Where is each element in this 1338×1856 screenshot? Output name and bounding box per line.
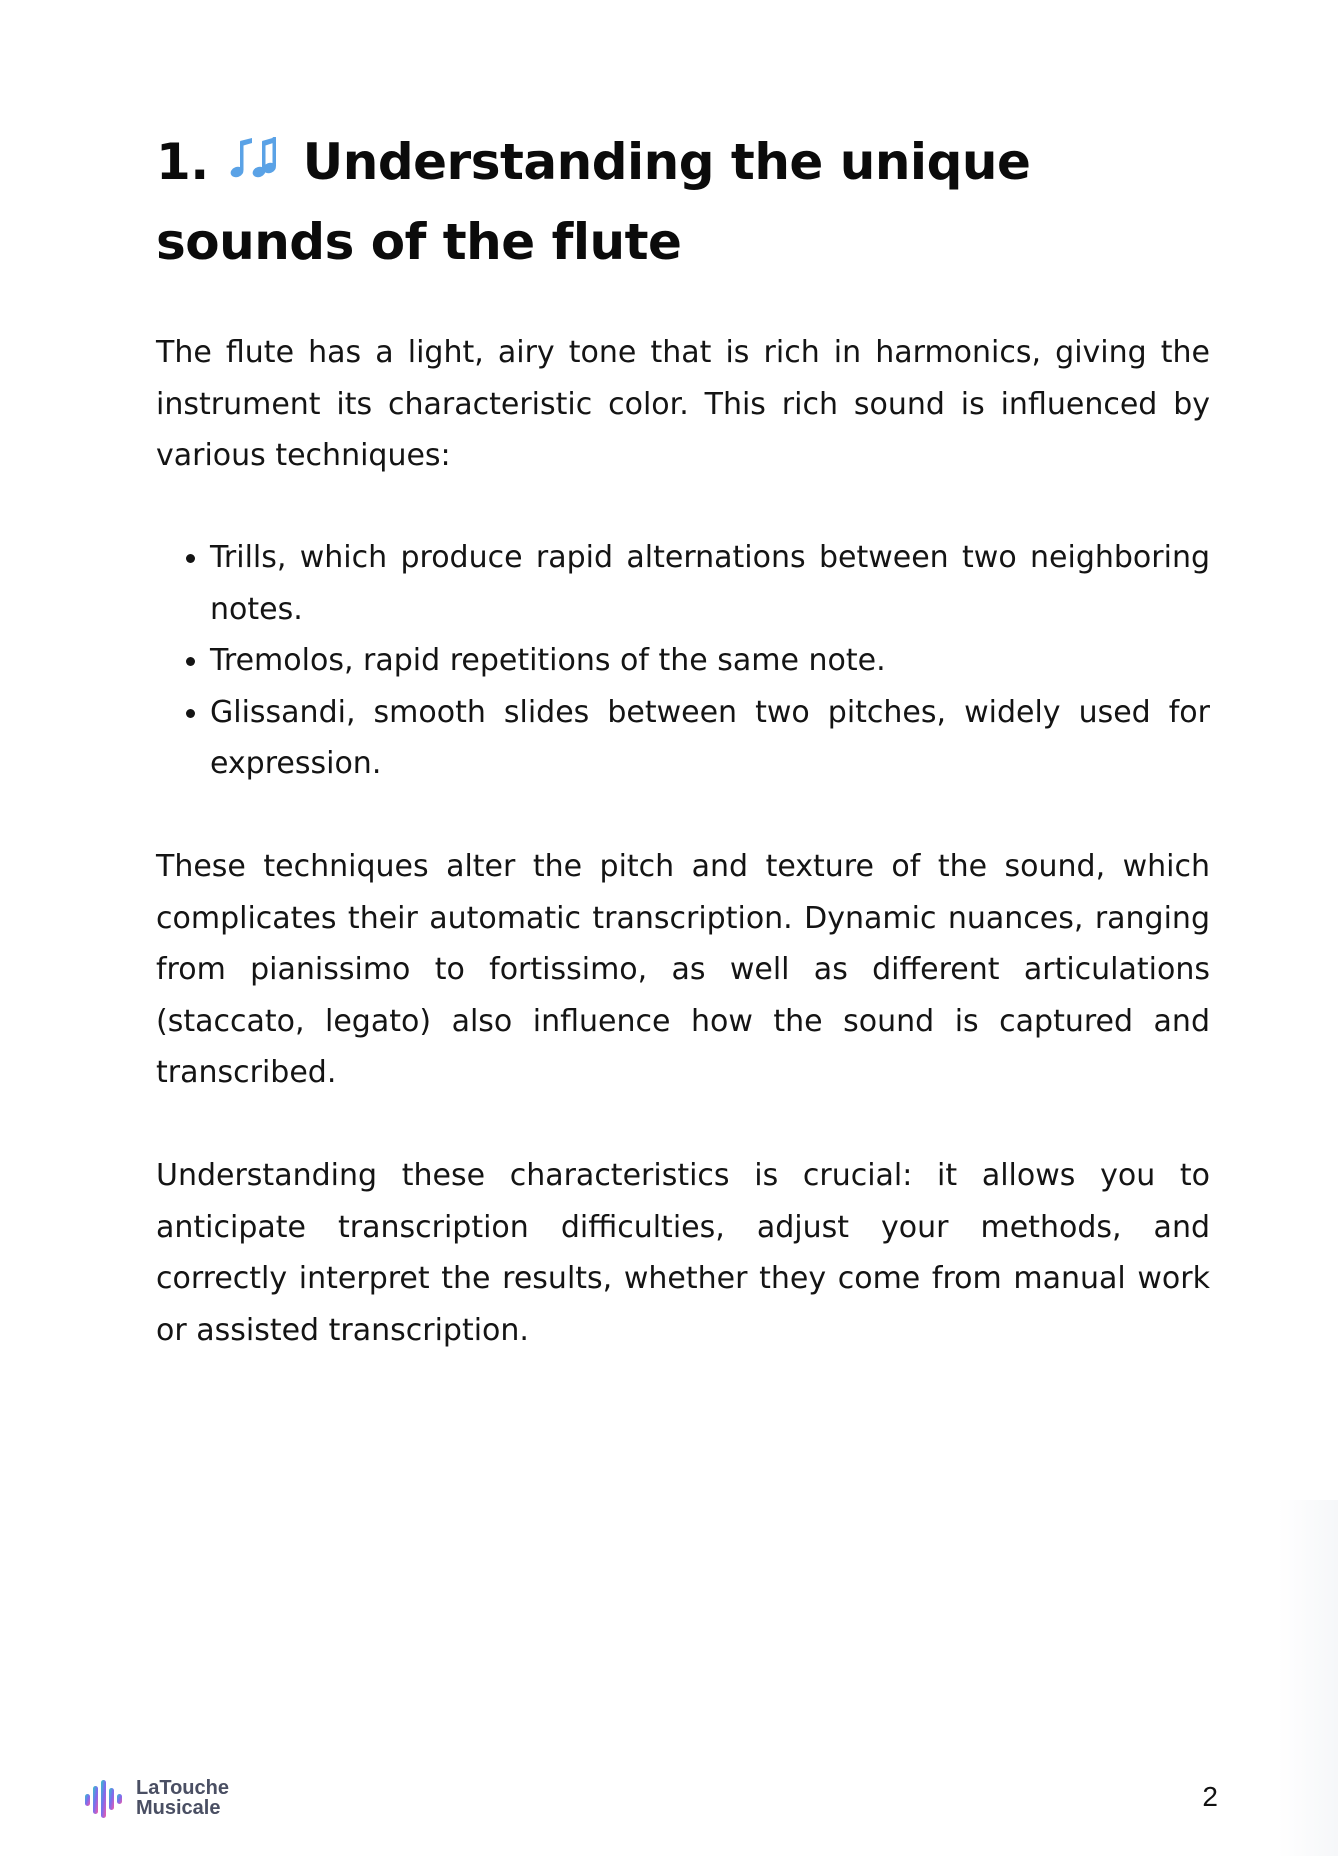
page-number: 2 [1202, 1781, 1218, 1812]
list-item-text: Glissandi, smooth slides between two pitches, widely used for expression. [210, 694, 1210, 781]
bullet-icon [186, 554, 195, 563]
list-item [156, 635, 1210, 687]
list-item [156, 532, 1210, 635]
list-item-text: Trills, which produce rapid alternations between two neighboring notes. [210, 540, 1210, 627]
bullet-icon [186, 709, 195, 718]
list-item-text: Tremolos, rapid repetitions of the same note. [210, 643, 886, 678]
musical-notes-icon [228, 133, 280, 185]
section-number: 1. [156, 133, 209, 191]
sound-wave-logo-icon [82, 1776, 126, 1820]
techniques-paragraph: These techniques alter the pitch and texture of the sound, which complicates their automatic transcription. Dynamic nuances, ranging from pianissimo to fortissimo, as well as different articulations (staccato, legato) also influence how the sound is captured and transcribed. [156, 849, 1210, 1090]
section-title: Understanding the unique sounds of the flute [156, 133, 1031, 271]
list-item [156, 687, 1210, 790]
technique-list [156, 532, 1210, 790]
section-heading [156, 122, 1156, 282]
brand-logo [82, 1776, 229, 1820]
brand-name-line-1: LaTouche [136, 1777, 229, 1799]
bullet-icon [186, 657, 195, 666]
page-edge-shade [1278, 1500, 1338, 1856]
brand-name-line-2: Musicale [136, 1797, 221, 1819]
brand-name [136, 1778, 229, 1818]
conclusion-paragraph: Understanding these characteristics is crucial: it allows you to anticipate transcription difficulties, adjust your methods, and correctly interpret the results, whether they come from manual work or assisted transcription. [156, 1158, 1210, 1348]
intro-paragraph: The flute has a light, airy tone that is rich in harmonics, giving the instrument its characteristic color. This rich sound is influenced by various techniques: [156, 335, 1210, 473]
